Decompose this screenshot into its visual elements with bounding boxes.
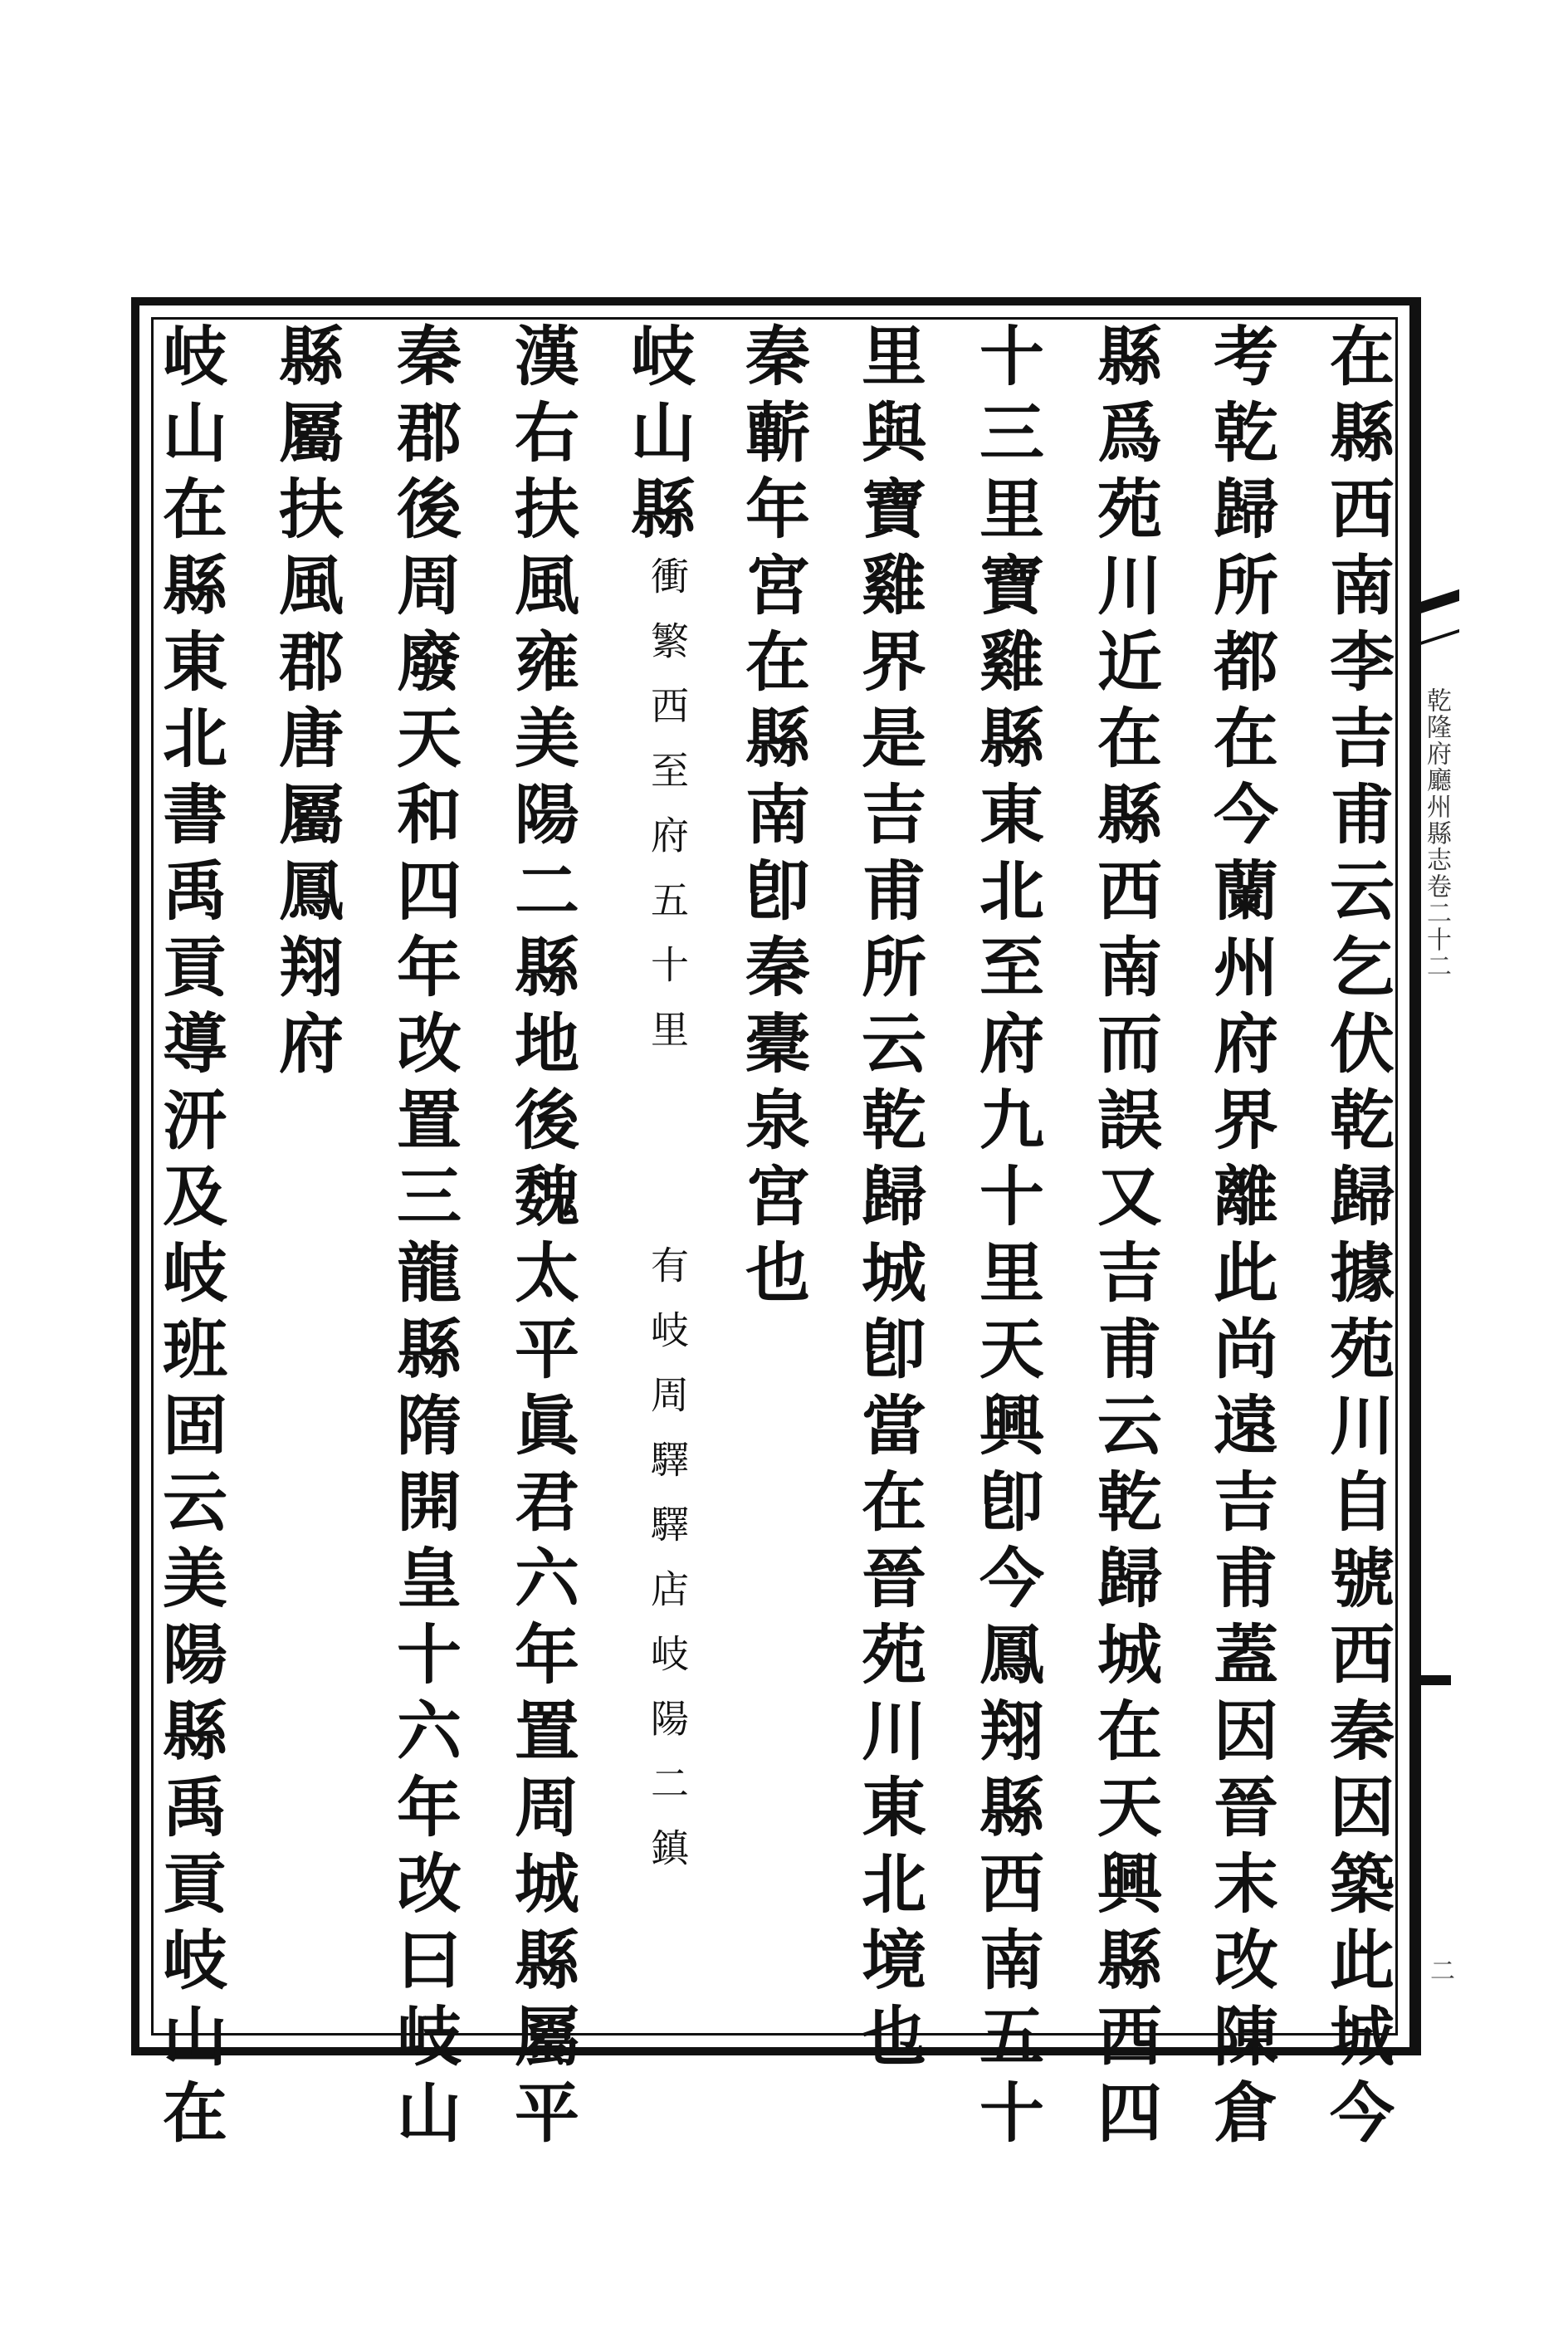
block-mark [1418,1675,1451,1685]
center-fold-strip [1418,297,1454,2055]
text-column-5: 里與寶雞界是吉甫所云乾歸城卽當在晉苑川東北境也 [851,322,926,2079]
text-column-10: 縣屬扶風郡唐屬鳳翔府 [268,322,344,1086]
fishtail-mark [1418,589,1459,646]
text-column-1: 在縣西南李吉甫云乞伏乾歸據苑川自號西秦因築此城今 [1319,322,1395,2155]
center-fold-rule [1418,297,1421,2055]
text-column-8: 漢右扶風雍美陽二縣地後魏太平眞君六年置周城縣屬平 [504,322,579,2155]
text-column-11: 岐山在縣東北書禹貢導汧及岐班固云美陽縣禹貢岐山在 [152,322,227,2155]
folio-number: 二 [1425,1957,1454,1982]
running-title: 乾隆府廳州縣志卷二十二 [1422,687,1451,980]
text-column-9: 秦郡後周廢天和四年改置三龍縣隋開皇十六年改曰岐山 [386,322,462,2155]
text-column-4: 十三里寶雞縣東北至府九十里天興卽今鳳翔縣西南五十 [969,322,1044,2155]
county-heading: 岐山縣 [620,322,696,551]
text-column-3: 縣爲苑川近在縣西南而誤又吉甫云乾歸城在天興縣西四 [1087,322,1162,2155]
county-note-a: 衝繁西至府五十里 [645,556,690,1074]
text-column-6: 秦蘄年宮在縣南卽秦橐泉宮也 [735,322,810,1315]
text-column-2: 考乾歸所都在今蘭州府界離此尚遠吉甫蓋因晉末改陳倉 [1203,322,1278,2155]
county-note-b: 有岐周驛驛店岐陽二鎮 [645,1245,690,1893]
